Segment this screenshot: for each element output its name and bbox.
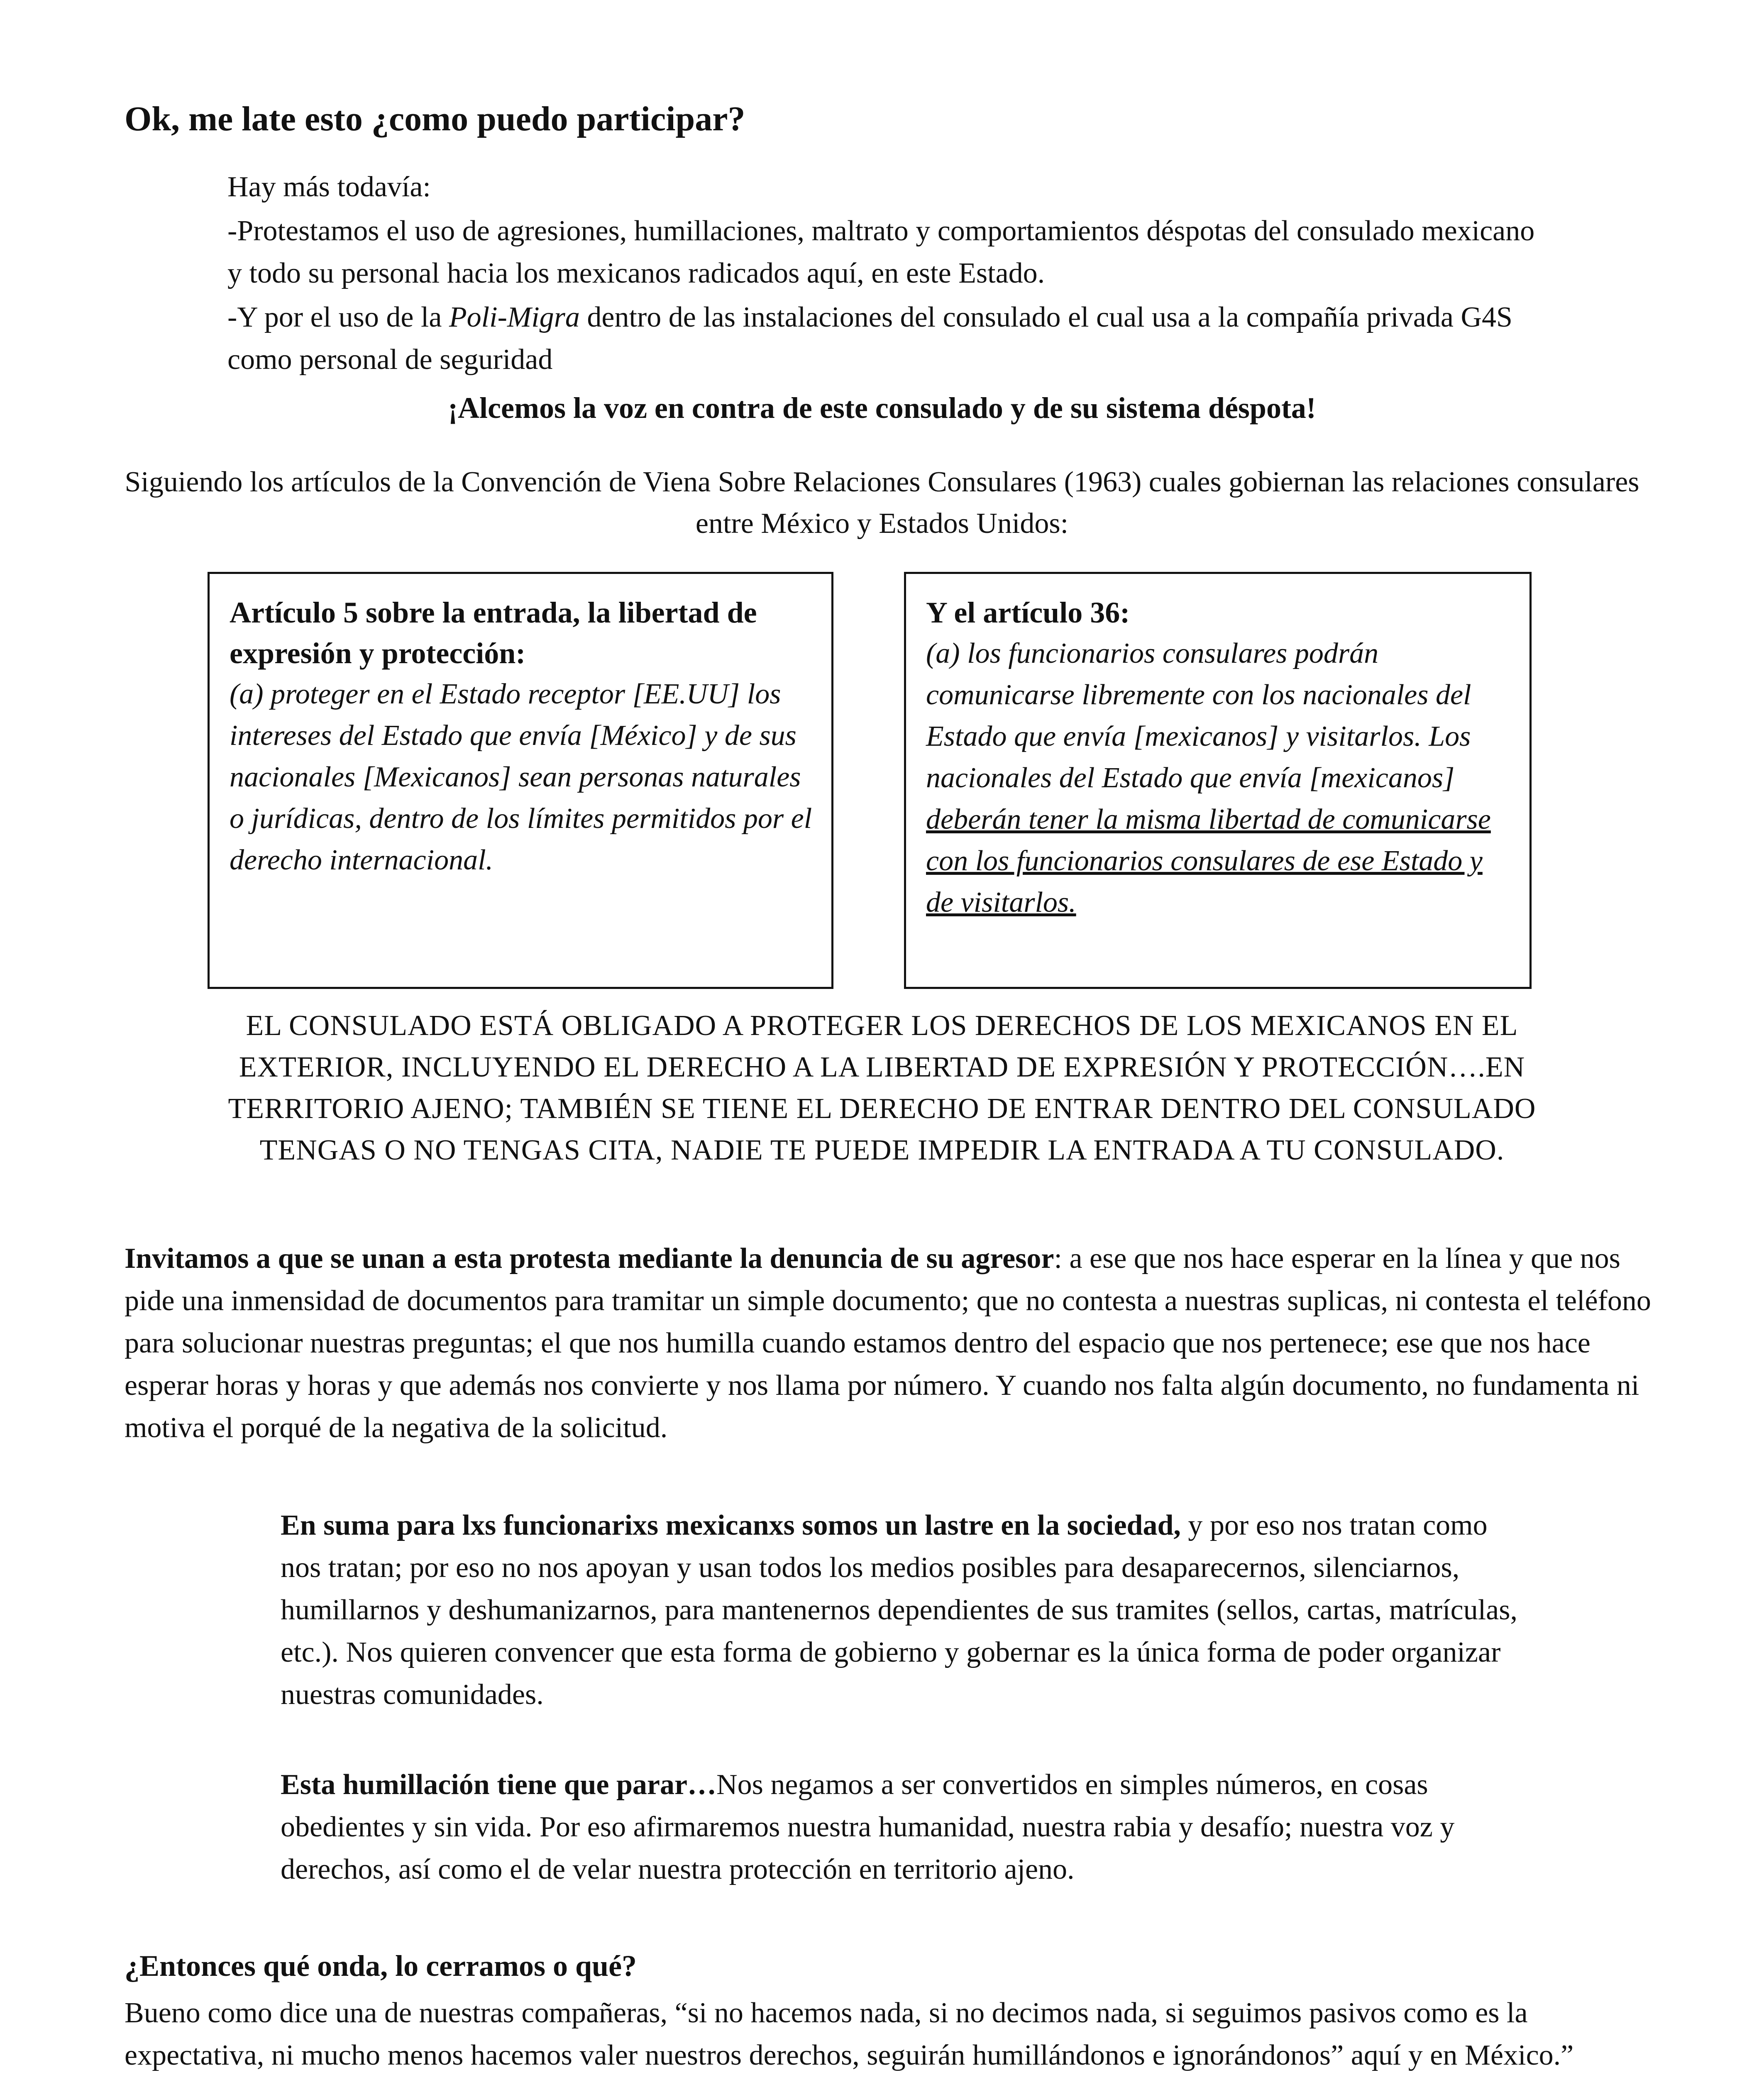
protest-item-2-post: dentro de las instalaciones del consulado el cual usa a la compañía privada G4S como personal de seguridad bbox=[227, 301, 1512, 376]
consulate-obligation-statement: EL CONSULADO ESTÁ OBLIGADO A PROTEGER LOS DERECHOS DE LOS MEXICANOS EN EL EXTERIOR, INCLUYENDO EL DERECHO A LA LIBERTAD DE EXPRESIÓN Y PROTECCIÓN….EN TERRITORIO AJENO; TAMBIÉN SE TIENE EL DERECHO DE ENTRAR DENTRO DEL CONSULADO TENGAS O NO TENGAS CITA, NADIE TE PUEDE IMPEDIR LA ENTRADA A TU CONSULADO. bbox=[228, 1010, 1536, 1166]
summary-paragraph-1 bbox=[281, 1504, 1526, 1716]
article-36-title: Y el artículo 36: bbox=[926, 596, 1130, 629]
article-36-body bbox=[926, 633, 1511, 923]
protest-list bbox=[227, 166, 1556, 383]
invite-paragraph bbox=[125, 1238, 1652, 1449]
article-36-body-underlined: deberán tener la misma libertad de comunicarse con los funcionarios consulares de ese Estado y de visitarlos. bbox=[926, 803, 1491, 918]
summary-2-rest: Nos negamos a ser convertidos en simples números, en cosas obedientes y sin vida. Por eso afirmaremos nuestra humanidad, nuestra rabia y desafío; nuestra voz y derechos, así como el de velar nuestra protección en territorio ajeno. bbox=[281, 1769, 1455, 1885]
closing-question: ¿Entonces qué onda, lo cerramos o qué? bbox=[125, 1949, 637, 1982]
call-to-action: ¡Alcemos la voz en contra de este consulado y de su sistema déspota! bbox=[448, 391, 1316, 425]
protest-item-2 bbox=[227, 296, 1556, 381]
article-5-box bbox=[208, 572, 833, 989]
article-5-title: Artículo 5 sobre la entrada, la libertad de expresión y protección: bbox=[230, 596, 757, 670]
vienna-intro: Siguiendo los artículos de la Convención de Viena Sobre Relaciones Consulares (1963) cuales gobiernan las relaciones consulares entre México y Estados Unidos: bbox=[125, 466, 1639, 540]
intro-line: Hay más todavía: bbox=[227, 171, 431, 203]
summary-2-bold: Esta humillación tiene que parar… bbox=[281, 1769, 717, 1801]
article-36-box bbox=[904, 572, 1532, 989]
page-heading: Ok, me late esto ¿como puedo participar? bbox=[125, 100, 745, 138]
protest-item-1: -Protestamos el uso de agresiones, humillaciones, maltrato y comportamientos déspotas del consulado mexicano y todo su personal hacia los mexicanos radicados aquí, en este Estado. bbox=[227, 215, 1535, 289]
invite-rest: : a ese que nos hace esperar en la línea y que nos pide una inmensidad de documentos para tramitar un simple documento; que no contesta a nuestras suplicas, ni contesta el teléfono para solucionar nuestras preguntas; el que nos humilla cuando estamos dentro del espacio que nos pertenece; ese que nos hace esperar horas y horas y que además nos convierte y nos llama por número. Y cuando nos falta algún documento, no fundamenta ni motiva el porqué de la negativa de la solicitud. bbox=[125, 1243, 1651, 1444]
summary-1-bold: En suma para lxs funcionarixs mexicanxs somos un lastre en la sociedad, bbox=[281, 1509, 1181, 1541]
poli-migra-term: Poli-Migra bbox=[449, 301, 580, 333]
article-5-body: (a) proteger en el Estado receptor [EE.UU] los intereses del Estado que envía [México] y de sus nacionales [Mexicanos] sean personas naturales o jurídicas, dentro de los límites permitidos por el derecho internacional. bbox=[230, 678, 812, 876]
protest-item-2-pre: -Y por el uso de la bbox=[227, 301, 449, 333]
invite-bold: Invitamos a que se unan a esta protesta mediante la denuncia de su agresor bbox=[125, 1243, 1054, 1274]
closing-paragraph: Bueno como dice una de nuestras compañeras, “si no hacemos nada, si no decimos nada, si seguimos pasivos como es la expectativa, ni mucho menos hacemos valer nuestros derechos, seguirán humillándonos e ignorándonos” aquí y en México.” bbox=[125, 1997, 1574, 2071]
article-36-body-plain: (a) los funcionarios consulares podrán comunicarse libremente con los nacionales del Estado que envía [mexicanos] y visitarlos. Los nacionales del Estado que envía [mexicanos] bbox=[926, 637, 1471, 794]
summary-1-rest: y por eso nos tratan como nos tratan; por eso no nos apoyan y usan todos los medios posibles para desaparecernos, silenciarnos, humillarnos y deshumanizarnos, para mantenernos dependientes de sus tramites (sellos, cartas, matrículas, etc.). Nos quieren convencer que esta forma de gobierno y gobernar es la única forma de poder organizar nuestras comunidades. bbox=[281, 1509, 1517, 1711]
summary-paragraph-2 bbox=[281, 1764, 1526, 1891]
